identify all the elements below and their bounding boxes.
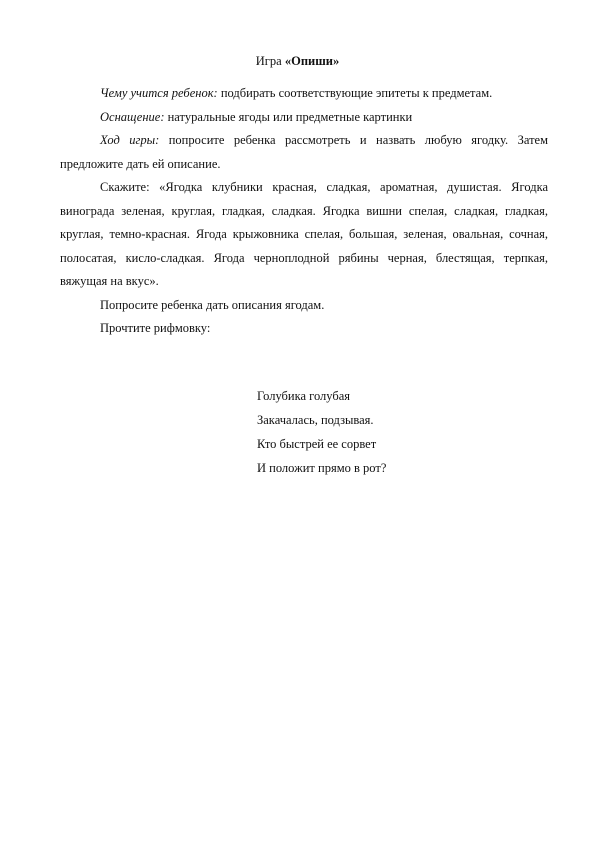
paragraph-say	[60, 176, 548, 294]
paragraph-procedure	[60, 129, 548, 176]
procedure-text: попросите ребенка рассмотреть и назвать любую ягодку. Затем предложите дать ей описание.	[60, 133, 548, 171]
poem-line-2: Закачалась, подзывая.	[257, 413, 374, 427]
title-prefix: Игра	[255, 54, 285, 68]
goal-text: подбирать соответствующие эпитеты к предметам.	[217, 86, 493, 100]
poem-line-4: И положит прямо в рот?	[257, 461, 387, 475]
equipment-label: Оснащение:	[100, 109, 165, 124]
ask-text: Попросите ребенка дать описания ягодам.	[100, 297, 325, 312]
read-text: Прочтите рифмовку:	[100, 321, 211, 335]
poem-line-3: Кто быстрей ее сорвет	[257, 437, 377, 451]
paragraph-ask	[60, 294, 548, 318]
equipment-text: натуральные ягоды или предметные картинки	[164, 109, 413, 124]
poem-line-1: Голубика голубая	[257, 389, 351, 403]
paragraph-equipment	[60, 106, 548, 130]
goal-label: Чему учится ребенок:	[100, 86, 218, 100]
paragraph-goal	[60, 82, 548, 106]
title-game-name: «Опиши»	[284, 54, 340, 68]
document-body	[60, 82, 548, 341]
procedure-label: Ход игры:	[100, 133, 160, 147]
document-title	[0, 53, 595, 69]
poem	[257, 384, 386, 480]
say-text: Скажите: «Ягодка клубники красная, сладкая, ароматная, душистая. Ягодка винограда зеленая, круглая, гладкая, сладкая. Ягодка вишни спелая, сладкая, гладкая, круглая, темно-красная. Ягода крыжовника спелая, большая, зеленая, овальная, сочная, полосатая, кисло-сладкая. Ягода черноплодной рябины черная, блестящая, терпкая, вяжущая на вкус».	[60, 180, 548, 288]
paragraph-read	[60, 317, 548, 341]
